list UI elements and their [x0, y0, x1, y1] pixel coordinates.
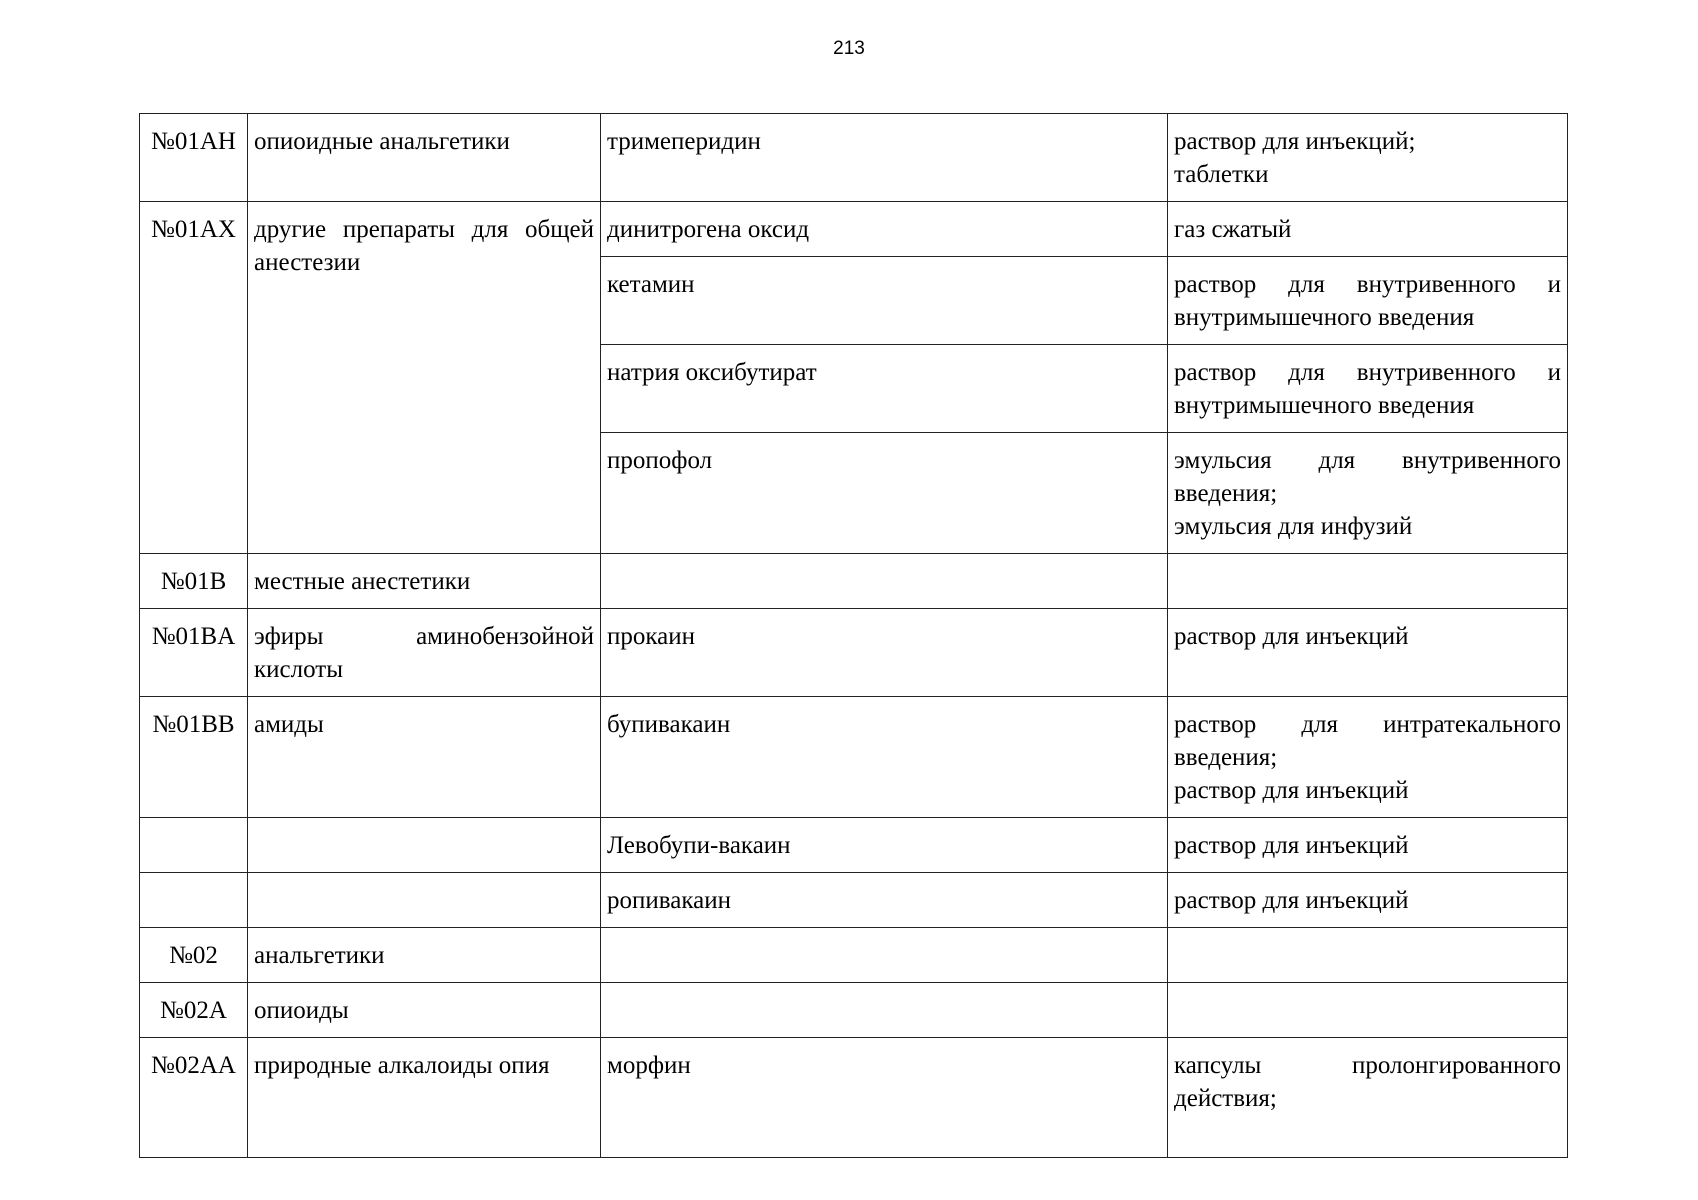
- drug-name-cell: натрия оксибутират: [601, 345, 1168, 433]
- table-row: [140, 928, 1568, 983]
- drug-name-cell: [601, 554, 1168, 609]
- drug-name-cell: тримеперидин: [601, 114, 1168, 202]
- dosage-form-cell: [1168, 609, 1568, 697]
- dosage-form-cell: [1168, 202, 1568, 257]
- pharmacological-group-cell: амиды: [248, 697, 601, 818]
- pharmacological-group-cell: [248, 873, 601, 928]
- dosage-form-cell: [1168, 697, 1568, 818]
- pharmacological-group-cell: эфиры аминобензойной кислоты: [248, 609, 601, 697]
- drug-name-cell: прокаин: [601, 609, 1168, 697]
- drug-table: [139, 113, 1568, 1158]
- atc-code-cell: [140, 818, 248, 873]
- atc-code-cell: №01AH: [140, 114, 248, 202]
- pharmacological-group-cell: опиоидные анальгетики: [248, 114, 601, 202]
- page-number: 213: [833, 38, 865, 59]
- dosage-form-cell: [1168, 983, 1568, 1038]
- drug-name-cell: динитрогена оксид: [601, 202, 1168, 257]
- dosage-form-line: раствор для инъекций: [1174, 832, 1409, 859]
- dosage-form-line: раствор для инъекций: [1174, 887, 1409, 914]
- pharmacological-group-cell: природные алкалоиды опия: [248, 1038, 601, 1158]
- dosage-form-line: эмульсия для инфузий: [1174, 513, 1413, 540]
- drug-name-cell: [601, 983, 1168, 1038]
- atc-code-cell: №01BB: [140, 697, 248, 818]
- dosage-form-cell: [1168, 928, 1568, 983]
- drug-name-cell: пропофол: [601, 433, 1168, 554]
- atc-code-cell: [140, 873, 248, 928]
- dosage-form-line: раствор для инъекций: [1174, 623, 1409, 650]
- atc-code-cell: №01BA: [140, 609, 248, 697]
- dosage-form-cell: [1168, 1038, 1568, 1158]
- pharmacological-group-cell: анальгетики: [248, 928, 601, 983]
- dosage-form-cell: [1168, 818, 1568, 873]
- dosage-form-line: раствор для интратекального введения;: [1174, 711, 1561, 771]
- table-row: [140, 983, 1568, 1038]
- atc-code-cell: №02AA: [140, 1038, 248, 1158]
- drug-name-cell: кетамин: [601, 257, 1168, 345]
- dosage-form-cell: [1168, 345, 1568, 433]
- dosage-form-cell: [1168, 873, 1568, 928]
- atc-code-cell: №02A: [140, 983, 248, 1038]
- drug-name-cell: [601, 928, 1168, 983]
- drug-name-cell: бупивакаин: [601, 697, 1168, 818]
- atc-code-cell: №01B: [140, 554, 248, 609]
- table-row: [140, 554, 1568, 609]
- pharmacological-group-cell: другие препараты для общей анестезии: [248, 202, 601, 554]
- table-row: [140, 1038, 1568, 1158]
- dosage-form-line: таблетки: [1174, 161, 1269, 188]
- pharmacological-group-cell: местные анестетики: [248, 554, 601, 609]
- pharmacological-group-cell: опиоиды: [248, 983, 601, 1038]
- dosage-form-line: раствор для внутривенного и внутримышечного введения: [1174, 359, 1561, 419]
- dosage-form-cell: [1168, 257, 1568, 345]
- dosage-form-line: раствор для инъекций: [1174, 777, 1409, 804]
- table-row: [140, 697, 1568, 818]
- drug-name-cell: Левобупи-вакаин: [601, 818, 1168, 873]
- dosage-form-cell: [1168, 114, 1568, 202]
- dosage-form-line: капсулы пролонгированного действия;: [1174, 1052, 1561, 1112]
- table-row: [140, 202, 1568, 257]
- dosage-form-cell: [1168, 554, 1568, 609]
- drug-name-cell: ропивакаин: [601, 873, 1168, 928]
- table-row: [140, 818, 1568, 873]
- dosage-form-line: газ сжатый: [1174, 216, 1292, 243]
- dosage-form-cell: [1168, 433, 1568, 554]
- dosage-form-line: раствор для внутривенного и внутримышечного введения: [1174, 271, 1561, 331]
- drug-name-cell: морфин: [601, 1038, 1168, 1158]
- pharmacological-group-cell: [248, 818, 601, 873]
- atc-code-cell: №02: [140, 928, 248, 983]
- atc-code-cell: №01AX: [140, 202, 248, 554]
- dosage-form-line: эмульсия для внутривенного введения;: [1174, 447, 1561, 507]
- table-row: [140, 873, 1568, 928]
- table-row: [140, 114, 1568, 202]
- dosage-form-line: раствор для инъекций;: [1174, 128, 1416, 155]
- table-row: [140, 609, 1568, 697]
